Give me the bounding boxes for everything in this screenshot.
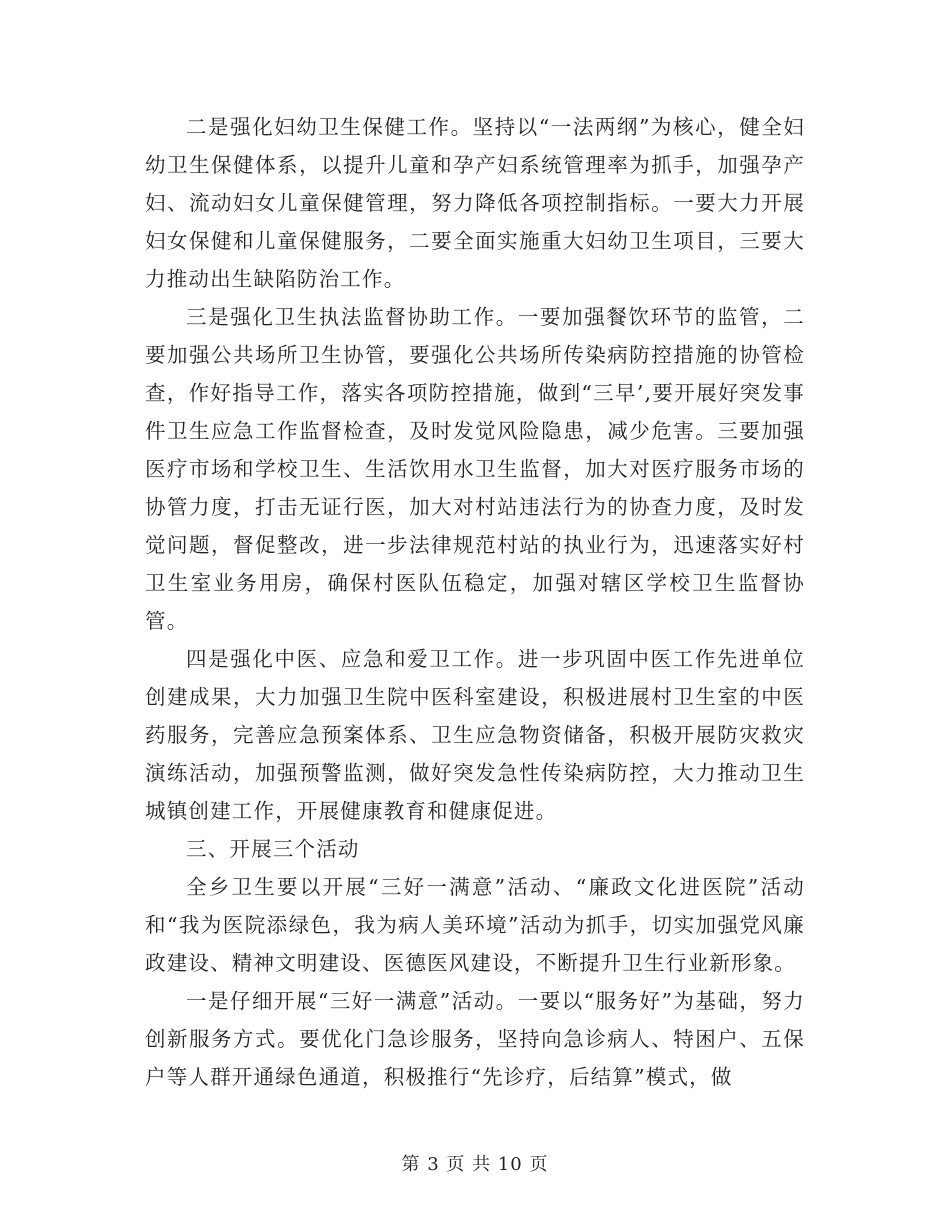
- paragraph-women-children-health: 二是强化妇幼卫生保健工作。坚持以“一法两纲”为核心，健全妇幼卫生保健体系，以提升儿童和孕产妇系统管理率为抓手，加强孕产妇、流动妇女儿童保健管理，努力降低各项控制指标。一要大力开展妇女保健和儿童保健服务，二要全面实施重大妇幼卫生项目，三要大力推动出生缺陷防治工作。: [145, 115, 805, 291]
- paragraph-tcm-emergency: 四是强化中医、应急和爱卫工作。进一步巩固中医工作先进单位创建成果，大力加强卫生院中医科室建设，积极进展村卫生室的中医药服务，完善应急预案体系、卫生应急物资储备，积极开展防灾救灾演练活动，加强预警监测，做好突发急性传染病防控，大力推动卫生城镇创建工作，开展健康教育和健康促进。: [145, 647, 805, 823]
- paragraph-health-supervision: 三是强化卫生执法监督协助工作。一要加强餐饮环节的监管，二要加强公共场所卫生协管，要强化公共场所传染病防控措施的协管检查，作好指导工作，落实各项防控措施，做到“三早’,要开展好突发事件卫生应急工作监督检查，及时发觉风险隐患，减少危害。三要加强医疗市场和学校卫生、生活饮用水卫生监督，加大对医疗服务市场的协管力度，打击无证行医，加大对村站违法行为的协查力度，及时发觉问题，督促整改，进一步法律规范村站的执业行为，迅速落实好村卫生室业务用房，确保村医队伍稳定，加强对辖区学校卫生监督协管。: [145, 305, 805, 633]
- page-number-footer: 第 3 页 共 10 页: [401, 1154, 549, 1175]
- document-body: [145, 108, 805, 1096]
- paragraph-three-good-activity: 一是仔细开展“三好一满意”活动。一要以“服务好”为基础，努力创新服务方式。要优化门急诊服务，坚持向急诊病人、特困户、五保户等人群开通绿色通道，积极推行“先诊疗，后结算”模式，做: [145, 989, 805, 1089]
- paragraph-activities-intro: 全乡卫生要以开展“三好一满意”活动、“廉政文化进医院”活动和“我为医院添绿色，我为病人美环境”活动为抓手，切实加强党风廉政建设、精神文明建设、医德医风建设，不断提升卫生行业新形象。: [145, 875, 805, 975]
- section-heading-three-activities: 三、开展三个活动: [186, 837, 360, 861]
